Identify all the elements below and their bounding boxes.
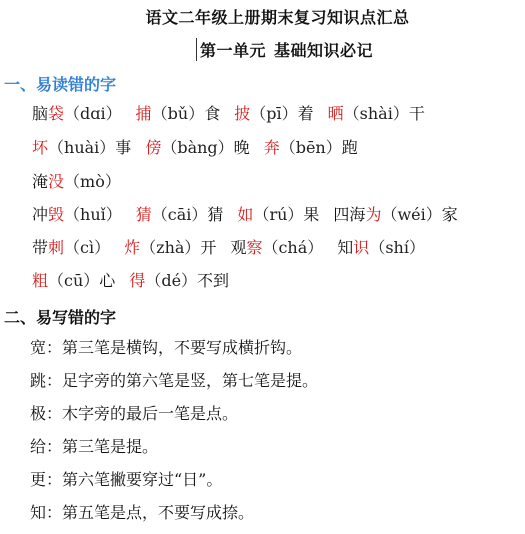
word-prefix: 冲 (32, 205, 49, 224)
word-group (32, 138, 131, 157)
word-prefix: 观 (230, 238, 247, 257)
pronunciation-line-5 (32, 238, 425, 258)
pinyin: （dé） (145, 271, 198, 290)
word-suffix: 果 (303, 205, 320, 224)
highlighted-character: 没 (48, 172, 65, 191)
section-heading-pronunciation (4, 72, 116, 95)
section-heading-writing (4, 305, 116, 328)
highlighted-character: 披 (234, 104, 251, 123)
word-prefix: 四海 (333, 205, 366, 224)
word-group (32, 205, 122, 224)
writing-rule: 极：木字旁的最后一笔是点。 (30, 404, 239, 423)
pronunciation-line-1 (32, 104, 425, 124)
highlighted-character: 奔 (263, 138, 280, 157)
writing-rule: 给：第三笔是提。 (30, 437, 159, 456)
highlighted-character: 毁 (48, 205, 65, 224)
word-suffix: 不到 (197, 271, 230, 290)
word-group (230, 238, 323, 257)
unit-topic: 基础知识必记 (274, 41, 374, 60)
pinyin: （cū） (48, 271, 100, 290)
word-prefix: 带 (32, 238, 49, 257)
word-suffix: 事 (115, 138, 132, 157)
pinyin: （zhà） (140, 238, 201, 257)
pronunciation-line-3 (32, 172, 121, 192)
word-suffix: 家 (441, 205, 458, 224)
word-prefix: 脑 (32, 104, 49, 123)
pinyin: （wéi） (381, 205, 442, 224)
highlighted-character: 捕 (135, 104, 152, 123)
word-suffix: 心 (99, 271, 116, 290)
highlighted-character: 得 (129, 271, 146, 290)
word-group (264, 138, 358, 157)
unit-name: 第一单元 (200, 41, 267, 60)
pinyin: （chá） (262, 238, 324, 257)
pinyin: （pī） (250, 104, 298, 123)
highlighted-character: 如 (237, 205, 254, 224)
word-group (32, 172, 121, 191)
highlighted-character: 察 (246, 238, 263, 257)
pinyin: （huǐ） (64, 205, 122, 224)
highlighted-character: 猜 (135, 205, 152, 224)
word-group (129, 271, 229, 290)
pinyin: （bēn） (279, 138, 342, 157)
highlighted-character: 袋 (48, 104, 65, 123)
word-group (145, 138, 249, 157)
word-prefix: 知 (337, 238, 354, 257)
pronunciation-line-6 (32, 271, 229, 291)
word-group (333, 205, 457, 224)
word-group (32, 271, 115, 290)
section-heading-text: 一、易读错的字 (4, 75, 117, 94)
word-suffix: 着 (297, 104, 314, 123)
pinyin: （shài） (343, 104, 409, 123)
word-suffix: 跑 (341, 138, 358, 157)
writing-rule: 更：第六笔撇要穿过“日”。 (30, 470, 223, 489)
writing-rule: 知：第五笔是点，不要写成捺。 (30, 503, 255, 522)
pinyin: （dɑi） (64, 104, 122, 123)
highlighted-character: 粗 (32, 271, 49, 290)
word-group (136, 104, 221, 123)
highlighted-character: 识 (353, 238, 370, 257)
word-suffix: 猜 (207, 205, 224, 224)
highlighted-character: 炸 (124, 238, 141, 257)
pinyin: （mò） (64, 172, 121, 191)
word-group (234, 104, 313, 123)
writing-rule: 跳：足字旁的第六笔是竖，第七笔是提。 (30, 371, 319, 390)
word-suffix: 干 (408, 104, 425, 123)
word-suffix: 开 (200, 238, 217, 257)
word-group (237, 205, 319, 224)
pinyin: （bǔ） (151, 104, 205, 123)
highlighted-character: 刺 (48, 238, 65, 257)
pinyin: （huài） (48, 138, 116, 157)
word-group (337, 238, 425, 257)
word-prefix: 淹 (32, 172, 49, 191)
word-group (136, 205, 224, 224)
word-suffix: 食 (204, 104, 221, 123)
highlighted-character: 傍 (145, 138, 162, 157)
pronunciation-line-4 (32, 205, 458, 225)
word-suffix: 晚 (233, 138, 250, 157)
writing-rule: 宽：第三笔是横钩，不要写成横折钩。 (30, 338, 303, 357)
word-group (32, 104, 122, 123)
highlighted-character: 为 (365, 205, 382, 224)
section-heading-text: 二、易写错的字 (4, 308, 117, 327)
word-group (328, 104, 425, 123)
pinyin: （cì） (64, 238, 111, 257)
pinyin: （rú） (253, 205, 304, 224)
unit-heading (196, 38, 381, 61)
highlighted-character: 晒 (327, 104, 344, 123)
pinyin: （bàng） (161, 138, 234, 157)
highlighted-character: 坏 (32, 138, 49, 157)
word-group (32, 238, 110, 257)
pinyin: （shí） (369, 238, 425, 257)
pronunciation-line-2 (32, 138, 358, 158)
pinyin: （cāi） (151, 205, 208, 224)
word-group (124, 238, 216, 257)
page-title: 语文二年级上册期末复习知识点汇总 (145, 8, 410, 27)
